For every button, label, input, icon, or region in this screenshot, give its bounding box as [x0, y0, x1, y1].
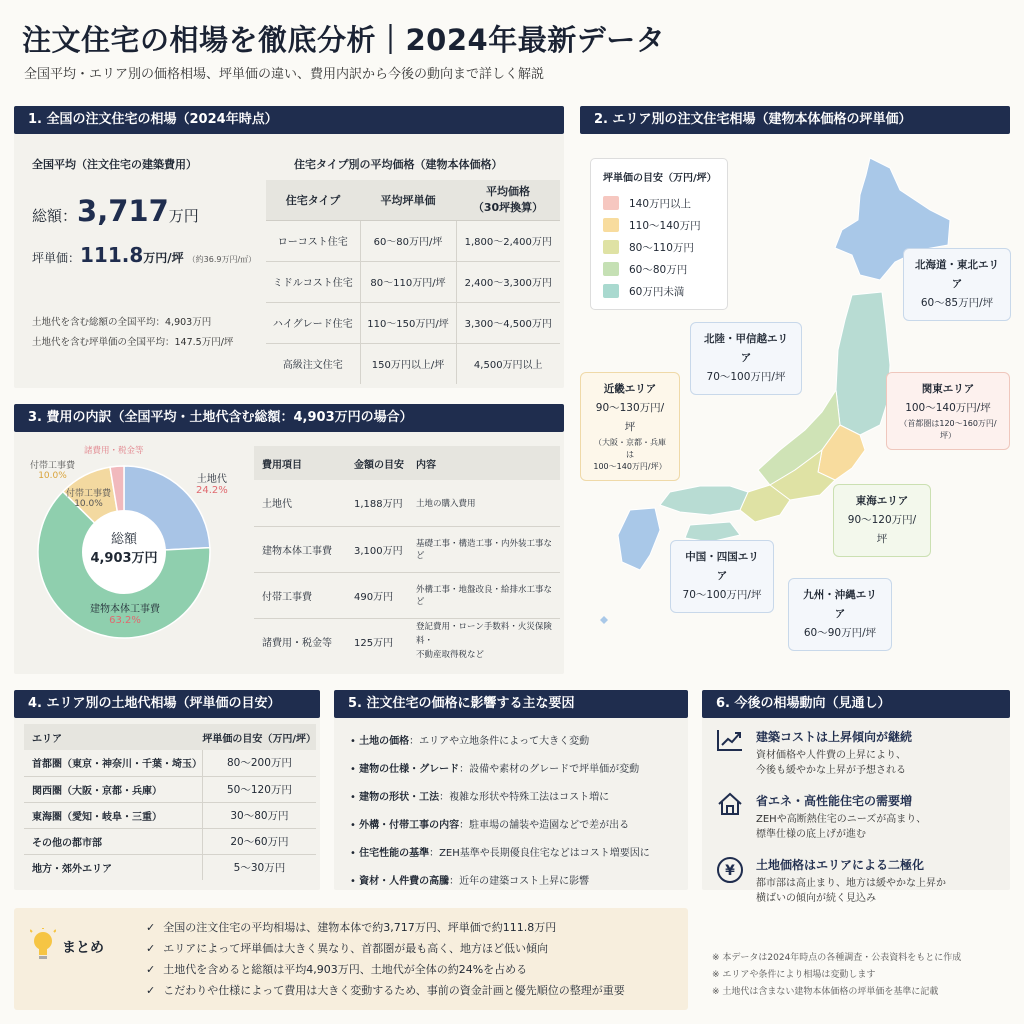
pie-label-aux-inner-name: 付帯工事費 — [66, 489, 112, 499]
pie-label-aux-name: 付帯工事費 — [30, 461, 76, 471]
map-okinawa — [600, 616, 608, 624]
cell: 土地の購入費用 — [408, 480, 560, 526]
page-subtitle: 全国平均・エリア別の価格相場、坪単価の違い、費用内訳から今後の動向まで詳しく解説 — [24, 67, 545, 82]
trend-list — [712, 728, 1006, 920]
region-name: 北陸・甲信越エリア — [704, 333, 788, 364]
list-item — [146, 980, 625, 1001]
col-header: 平均坪単価 — [360, 180, 456, 220]
cell: 2,400〜3,300万円 — [456, 261, 560, 302]
region-price: 60〜85万円/坪 — [920, 297, 994, 309]
trend-title: 土地価格はエリアによる二極化 — [756, 858, 925, 872]
cell: 3,100万円 — [346, 526, 408, 572]
list-item — [146, 959, 625, 980]
pie-label-land-name: 土地代 — [196, 474, 227, 485]
factor-desc: ：複雑な形状や特殊工法はコスト増に — [439, 792, 610, 803]
national-avg-label: 全国平均（注文住宅の建築費用） — [32, 158, 197, 171]
table-row — [266, 343, 560, 384]
pie-label-building — [90, 600, 160, 626]
table-row — [266, 261, 560, 302]
section-6-title: 6. 今後の相場動向（見通し） — [702, 690, 1010, 718]
trend-title: 建築コストは上昇傾向が継続 — [756, 730, 913, 744]
cell: 建物本体工事費 — [254, 526, 346, 572]
pie-label-aux — [30, 458, 75, 481]
tsubo-value: 111.8 — [80, 243, 144, 267]
factor-desc: ：エリアや立地条件によって大きく変動 — [409, 736, 590, 747]
legend-title: 坪単価の目安（万円/坪） — [603, 173, 717, 184]
pie-label-aux-pct: 10.0% — [38, 471, 67, 481]
land-tsubo-note: 土地代を含む坪単価の全国平均：147.5万円/坪 — [32, 337, 234, 348]
land-price-table — [24, 724, 316, 880]
pie-label-land-pct: 24.2% — [196, 485, 228, 496]
region-price: 70〜100万円/坪 — [682, 589, 762, 601]
table-row — [254, 618, 560, 664]
tsubo-price — [32, 243, 256, 267]
total-value: 3,717 — [77, 194, 169, 228]
cell: その他の都市部 — [24, 828, 202, 854]
check-icon: ✓ — [146, 942, 156, 955]
total-price — [32, 194, 199, 228]
cell: 80〜200万円 — [202, 750, 316, 776]
table-row — [24, 776, 316, 802]
pie-center-label: 総額 — [110, 532, 137, 547]
cell: 地方・郊外エリア — [32, 863, 112, 875]
factor-desc: ：駐車場の舗装や造園などで差が出る — [459, 820, 630, 831]
pie-label-land — [196, 470, 228, 496]
cell: 高級注文住宅 — [282, 360, 343, 372]
legend-label: 60万円未満 — [629, 285, 685, 298]
factor-key: 建物の形状・工法 — [359, 792, 440, 803]
list-item: • 建物の仕様・グレード：設備や素材のグレードで坪単価が変動 — [350, 764, 640, 775]
tsubo-note: （約36.9万円/㎡） — [187, 255, 257, 264]
cell: 付帯工事費 — [254, 572, 346, 618]
pie-label-building-pct: 63.2% — [109, 615, 141, 626]
cell: 4,500万円以上 — [456, 343, 560, 384]
region-note: （首都圏は120〜160万円/坪） — [899, 419, 997, 440]
pie-label-aux-inner-pct: 10.0% — [74, 499, 103, 509]
trend-up-icon — [712, 728, 748, 778]
cell: 5〜30万円 — [202, 854, 316, 880]
cost-breakdown-table — [254, 446, 560, 664]
region-name: 近畿エリア — [603, 383, 657, 395]
table-row — [24, 750, 316, 776]
cell: 諸費用・税金等 — [262, 637, 332, 649]
summary-item-text: 土地代を含めると総額は平均4,903万円、土地代が全体の約24%を占める — [163, 963, 528, 976]
table-row — [24, 802, 316, 828]
section-4-title: 4. エリア別の土地代相場（坪単価の目安） — [14, 690, 320, 718]
list-item: • 住宅性能の基準：ZEH基準や長期優良住宅などはコスト増要因に — [350, 848, 650, 859]
trend-desc: 資材価格や人件費の上昇により、 今後も緩やかな上昇が予想される — [756, 750, 906, 776]
svg-text:¥: ¥ — [725, 863, 735, 879]
legend-label: 60〜80万円 — [629, 263, 688, 276]
section-5-title: 5. 注文住宅の価格に影響する主な要因 — [334, 690, 688, 718]
table-row — [266, 302, 560, 343]
lightbulb-icon — [30, 928, 56, 966]
factor-key: 土地の価格 — [359, 736, 410, 747]
summary-item-text: こだわりや仕様によって費用は大きく変動するため、事前の資金計画と優先順位の整理が重要 — [163, 984, 625, 997]
tsubo-unit: 万円/坪 — [143, 251, 184, 265]
table-row — [24, 828, 316, 854]
cell: 登記費用・ローン手数料・火災保険料・ 不動産取得税など — [416, 622, 552, 661]
page-title: 注文住宅の相場を徹底分析｜2024年最新データ — [22, 23, 666, 57]
section-3-title: 3. 費用の内訳（全国平均・土地代含む総額：4,903万円の場合） — [14, 404, 564, 432]
section-2-title: 2. エリア別の注文住宅相場（建物本体価格の坪単価） — [580, 106, 1010, 134]
region-name: 関東エリア — [921, 383, 975, 395]
col-header: 内容 — [408, 446, 560, 480]
list-item: • 土地の価格：エリアや立地条件によって大きく変動 — [350, 736, 590, 747]
factor-desc: ：近年の建築コスト上昇に影響 — [449, 876, 590, 887]
check-icon: ✓ — [146, 984, 156, 997]
total-prefix: 総額： — [32, 207, 78, 225]
summary-item-text: エリアによって坪単価は大きく異なり、首都圏が最も高く、地方ほど低い傾向 — [163, 942, 548, 955]
table-row — [266, 220, 560, 261]
cell: 50〜120万円 — [202, 776, 316, 802]
region-price: 90〜130万円/坪 — [595, 402, 665, 433]
section-1-title: 1. 全国の注文住宅の相場（2024年時点） — [14, 106, 564, 134]
pie-center — [84, 528, 164, 566]
col-header: エリア — [24, 724, 202, 750]
cell: 60〜80万円/坪 — [360, 220, 456, 261]
cell: 外構工事・地盤改良・給排水工事など — [408, 572, 560, 618]
map-kyushu — [618, 508, 660, 570]
cell: 80〜110万円/坪 — [360, 261, 456, 302]
cell: 125万円 — [354, 637, 394, 649]
factor-key: 住宅性能の基準 — [359, 848, 430, 859]
legend-label: 80〜110万円 — [629, 241, 694, 254]
cell: 関西圏（大阪・京都・兵庫） — [24, 776, 202, 802]
list-item: • 建物の形状・工法：複雑な形状や特殊工法はコスト増に — [350, 792, 610, 803]
footnotes — [712, 950, 961, 1001]
region-name: 東海エリア — [855, 495, 909, 507]
cell: 20〜60万円 — [202, 828, 316, 854]
map-shikoku — [685, 522, 740, 542]
list-item — [146, 917, 625, 938]
yen-icon — [712, 856, 748, 906]
trend-desc: ZEHや高断熱住宅のニーズが高まり、 標準仕様の底上げが進む — [756, 814, 927, 840]
region-note: （大阪・京都・兵庫は 100〜140万円/坪） — [593, 438, 667, 471]
footnote: ※ エリアや条件により相場は変動します — [712, 970, 876, 980]
pie-label-misc: 諸費用・税金等 — [84, 446, 144, 456]
region-price: 60〜90万円/坪 — [803, 627, 877, 639]
check-icon: ✓ — [146, 921, 156, 934]
cell: 1,800〜2,400万円 — [456, 220, 560, 261]
cell: 3,300〜4,500万円 — [456, 302, 560, 343]
cell: 東海圏（愛知・岐阜・三重） — [24, 802, 202, 828]
region-label-chugoku-shikoku — [670, 540, 774, 613]
trend-title: 省エネ・高性能住宅の需要増 — [756, 794, 913, 808]
cell: 30〜80万円 — [202, 802, 316, 828]
table-row — [254, 526, 560, 572]
region-price: 70〜100万円/坪 — [706, 371, 786, 383]
list-item: • 資材・人件費の高騰：近年の建築コスト上昇に影響 — [350, 876, 590, 887]
factor-list — [336, 728, 686, 896]
factor-key: 建物の仕様・グレード — [359, 764, 460, 775]
region-label-hokuriku-koshinetsu — [690, 322, 802, 395]
legend-label: 140万円以上 — [629, 197, 692, 210]
house-type-table — [266, 180, 560, 384]
cell: 首都圏（東京・神奈川・千葉・埼玉） — [24, 750, 202, 776]
col-header: 費用項目 — [254, 446, 346, 480]
summary-title: まとめ — [62, 940, 104, 956]
tsubo-prefix: 坪単価： — [32, 251, 81, 265]
factor-desc: ：ZEH基準や長期優良住宅などはコスト増要因に — [429, 848, 650, 859]
house-type-table-title: 住宅タイプ別の平均価格（建物本体価格） — [294, 158, 503, 171]
land-total-note: 土地代を含む総額の全国平均：4,903万円 — [32, 317, 212, 328]
house-icon — [712, 792, 748, 842]
trend-desc: 都市部は高止まり、地方は緩やかな上昇か 横ばいの傾向が続く見込み — [756, 878, 946, 904]
factor-key: 資材・人件費の高騰 — [359, 876, 450, 887]
trend-item — [712, 792, 1006, 842]
region-name: 北海道・東北エリア — [915, 259, 999, 290]
check-icon: ✓ — [146, 963, 156, 976]
region-label-tokai — [833, 484, 931, 557]
cell: 150万円以上/坪 — [360, 343, 456, 384]
region-label-kinki — [580, 372, 680, 481]
trend-item — [712, 728, 1006, 778]
region-name: 九州・沖縄エリア — [803, 589, 877, 620]
cell: 110〜150万円/坪 — [360, 302, 456, 343]
region-label-kanto — [886, 372, 1010, 450]
factor-desc: ：設備や素材のグレードで坪単価が変動 — [459, 764, 640, 775]
cell: 1,188万円 — [346, 480, 408, 526]
cell: 490万円 — [346, 572, 408, 618]
cell: ハイグレード住宅 — [266, 302, 360, 343]
total-unit: 万円 — [168, 207, 199, 225]
col-header: 金額の目安 — [346, 446, 408, 480]
region-label-kyushu-okinawa — [788, 578, 892, 651]
cell: ミドルコスト住宅 — [266, 261, 360, 302]
map-tohoku — [836, 292, 890, 435]
pie-center-value: 4,903万円 — [90, 551, 158, 566]
region-label-hokkaido-tohoku — [903, 248, 1011, 321]
region-name: 中国・四国エリア — [685, 551, 759, 582]
cell: 土地代 — [254, 480, 346, 526]
cell: 基礎工事・構造工事・内外装工事など — [408, 526, 560, 572]
summary-list — [146, 917, 625, 1001]
region-price: 90〜120万円/坪 — [847, 514, 917, 545]
col-header: 坪単価の目安（万円/坪） — [202, 724, 316, 750]
col-header: 平均価格 （30坪換算） — [456, 180, 560, 220]
pie-label-aux-inner — [66, 486, 111, 509]
factor-key: 外構・付帯工事の内容 — [359, 820, 460, 831]
table-row — [254, 480, 560, 526]
pie-label-building-name: 建物本体工事費 — [90, 604, 160, 615]
table-row — [254, 572, 560, 618]
col-header: 住宅タイプ — [266, 180, 360, 220]
legend-label: 110〜140万円 — [629, 219, 701, 232]
trend-item — [712, 856, 1006, 906]
region-price: 100〜140万円/坪 — [905, 402, 991, 414]
cell: ローコスト住宅 — [266, 220, 360, 261]
summary-item-text: 全国の注文住宅の平均相場は、建物本体で約3,717万円、坪単価で約111.8万円 — [163, 921, 557, 934]
map-chugoku — [660, 486, 748, 515]
list-item — [146, 938, 625, 959]
footnote: ※ 土地代は含まない建物本体価格の坪単価を基準に記載 — [712, 987, 939, 997]
list-item: • 外構・付帯工事の内容：駐車場の舗装や造園などで差が出る — [350, 820, 630, 831]
table-row — [24, 854, 316, 880]
footnote: ※ 本データは2024年時点の各種調査・公表資料をもとに作成 — [712, 953, 962, 963]
